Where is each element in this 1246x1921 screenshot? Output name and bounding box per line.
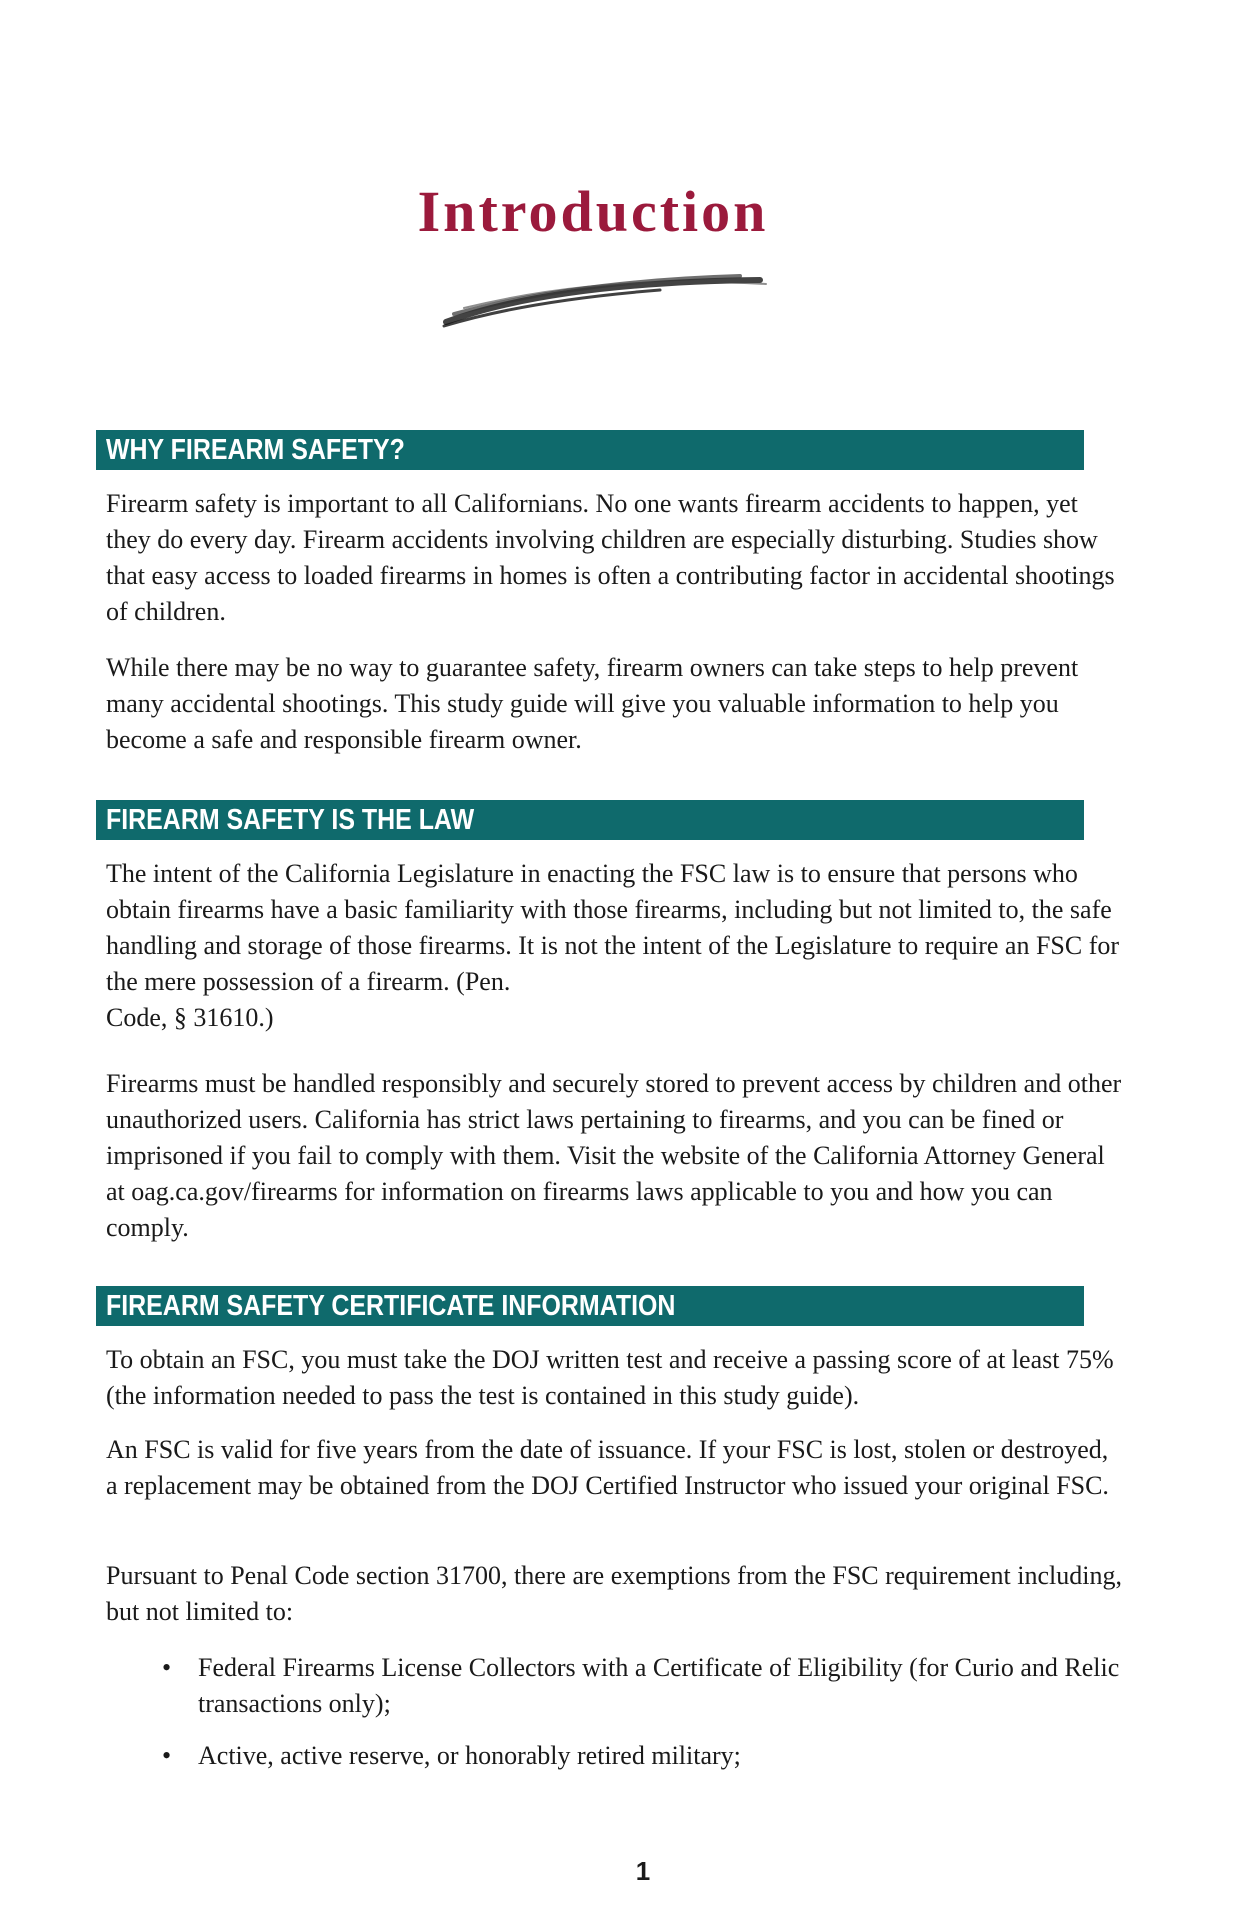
paragraph: The intent of the California Legislature in enacting the FSC law is to ensure that persons who obtain firearms have a basic familiarity with those firearms, including but not limited to, the safe handling and storage of those firearms. It is not the intent of the Legislature to require an FSC for the mere possession of a firearm. (Pen. xyxy=(106,859,1120,996)
list-item: • Active, active reserve, or honorably retired military; xyxy=(106,1738,1126,1774)
section-heading-firearm-safety-certificate-information: FIREARM SAFETY CERTIFICATE INFORMATION xyxy=(96,1286,1084,1326)
bullet-icon: • xyxy=(162,1653,172,1682)
section-heading-why-firearm-safety: WHY FIREARM SAFETY? xyxy=(96,430,1084,470)
section-heading-firearm-safety-is-the-law: FIREARM SAFETY IS THE LAW xyxy=(96,800,1084,840)
paragraph: Pursuant to Penal Code section 31700, there are exemptions from the FSC requirement including, but not limited to: xyxy=(106,1561,1122,1626)
paragraph: To obtain an FSC, you must take the DOJ written test and receive a passing score of at least 75% (the information needed to pass the test is contained in this study guide). xyxy=(106,1345,1114,1410)
paragraph: Code, § 31610.) xyxy=(106,1003,274,1032)
bullet-icon: • xyxy=(162,1741,172,1770)
page-title: Introduction xyxy=(417,179,769,244)
exemptions-list xyxy=(106,1650,1126,1774)
brush-stroke-decoration xyxy=(440,262,770,330)
list-item: • Federal Firearms License Collectors with a Certificate of Eligibility (for Curio and Relic transactions only); xyxy=(106,1650,1126,1722)
paragraph: Firearms must be handled responsibly and securely stored to prevent access by children and other unauthorized users. California has strict laws pertaining to firearms, and you can be fined or imprisoned if you fail to comply with them. Visit the website of the California Attorney General at oag.ca.gov/firearms for information on firearms laws applicable to you and how you can comply. xyxy=(106,1069,1122,1242)
page-number: 1 xyxy=(635,1856,651,1886)
paragraph: While there may be no way to guarantee safety, firearm owners can take steps to help prevent many accidental shootings. This study guide will give you valuable information to help you become a safe and responsible firearm owner. xyxy=(106,653,1079,754)
paragraph: An FSC is valid for five years from the date of issuance. If your FSC is lost, stolen or destroyed, a replacement may be obtained from the DOJ Certified Instructor who issued your original FSC. xyxy=(106,1435,1109,1500)
paragraph: Firearm safety is important to all Californians. No one wants firearm accidents to happen, yet they do every day. Firearm accidents involving children are especially disturbing. Studies show that easy access to loaded firearms in homes is often a contributing factor in accidental shootings of children. xyxy=(106,489,1115,626)
